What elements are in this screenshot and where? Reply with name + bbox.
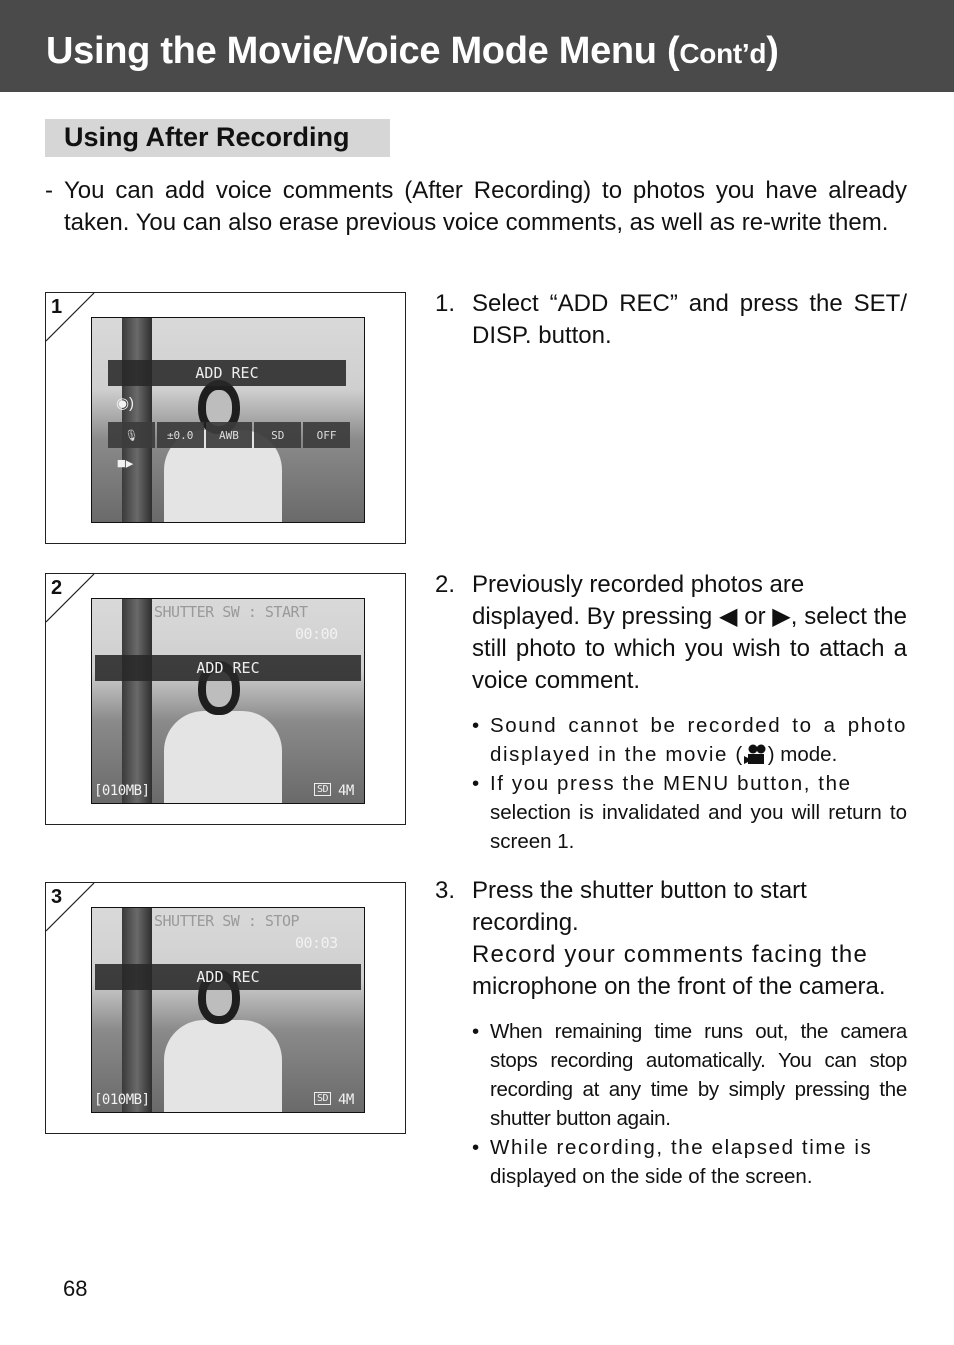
shutter-status: SHUTTER SW : START [154, 603, 308, 621]
section-heading [45, 119, 390, 157]
voice-memo-icon: ◉) [115, 395, 135, 412]
add-rec-menu-bar: ADD REC [108, 360, 346, 386]
step-3-notes [472, 1017, 907, 1191]
add-rec-menu-bar: ADD REC [95, 655, 361, 681]
figure-number: 2 [51, 577, 63, 599]
camera-screen [91, 317, 365, 523]
list-item: • When remaining time runs out, the camera stops recording automatically. You can stop recording at any time by simply pressing the shutter button again. [472, 1020, 907, 1130]
step-2: 2. Previously recorded photos are displayed. By pressing ◀ or ▶, select the still photo to which you wish to attach a voice comment. [435, 571, 907, 694]
camera-screen [91, 907, 365, 1113]
menu-options-row: 🎙 ±0.0 AWB SD OFF [108, 422, 350, 448]
page-title: Using the Movie/Voice Mode Menu (Cont’d) [46, 30, 779, 72]
intro-paragraph: - You can add voice comments (After Recording) to photos you have already taken. You can also erase previous voice comments, as well as re-write them. [45, 175, 907, 239]
camera-screen [91, 598, 365, 804]
page-number: 68 [63, 1276, 88, 1301]
step-3: 3. Press the shutter button to start recording. Record your comments facing the microphone on the front of the camera. [435, 877, 886, 1000]
figure-number: 3 [51, 886, 63, 908]
sd-card-icon: SD [314, 783, 331, 796]
add-rec-menu-bar: ADD REC [95, 964, 361, 990]
intro-text: You can add voice comments (After Recording) to photos you have already taken. You can also erase previous voice comments, as well as re-write them. [64, 177, 907, 236]
figure-number: 1 [51, 296, 63, 318]
remaining-memory: [010MB] [94, 783, 150, 799]
movie-mode-icon [744, 743, 768, 765]
list-item: • Sound cannot be recorded to a photo displayed in the movie ( ) mode. [472, 714, 907, 766]
figure-3 [45, 882, 406, 1134]
page-header [0, 0, 954, 92]
sd-card-icon: SD [314, 1092, 331, 1105]
image-size: 4M [338, 783, 354, 799]
figure-2 [45, 573, 406, 825]
remaining-memory: [010MB] [94, 1092, 150, 1108]
step-1: 1. Select “ADD REC” and press the SET/ DISP. button. [435, 290, 907, 349]
elapsed-time: 00:00 [295, 625, 338, 643]
image-size: 4M [338, 1092, 354, 1108]
figure-1 [45, 292, 406, 544]
shutter-status: SHUTTER SW : STOP [154, 912, 300, 930]
microphone-icon: 🎙 [108, 422, 155, 448]
step-2-notes [472, 711, 907, 856]
list-item: • While recording, the elapsed time is displayed on the side of the screen. [472, 1136, 873, 1188]
section-title: Using After Recording [64, 122, 350, 152]
list-item: • If you press the MENU button, the selection is invalidated and you will return to screen 1. [472, 772, 907, 853]
elapsed-time: 00:03 [295, 934, 338, 952]
movie-camera-icon: ■▸ [116, 455, 134, 472]
